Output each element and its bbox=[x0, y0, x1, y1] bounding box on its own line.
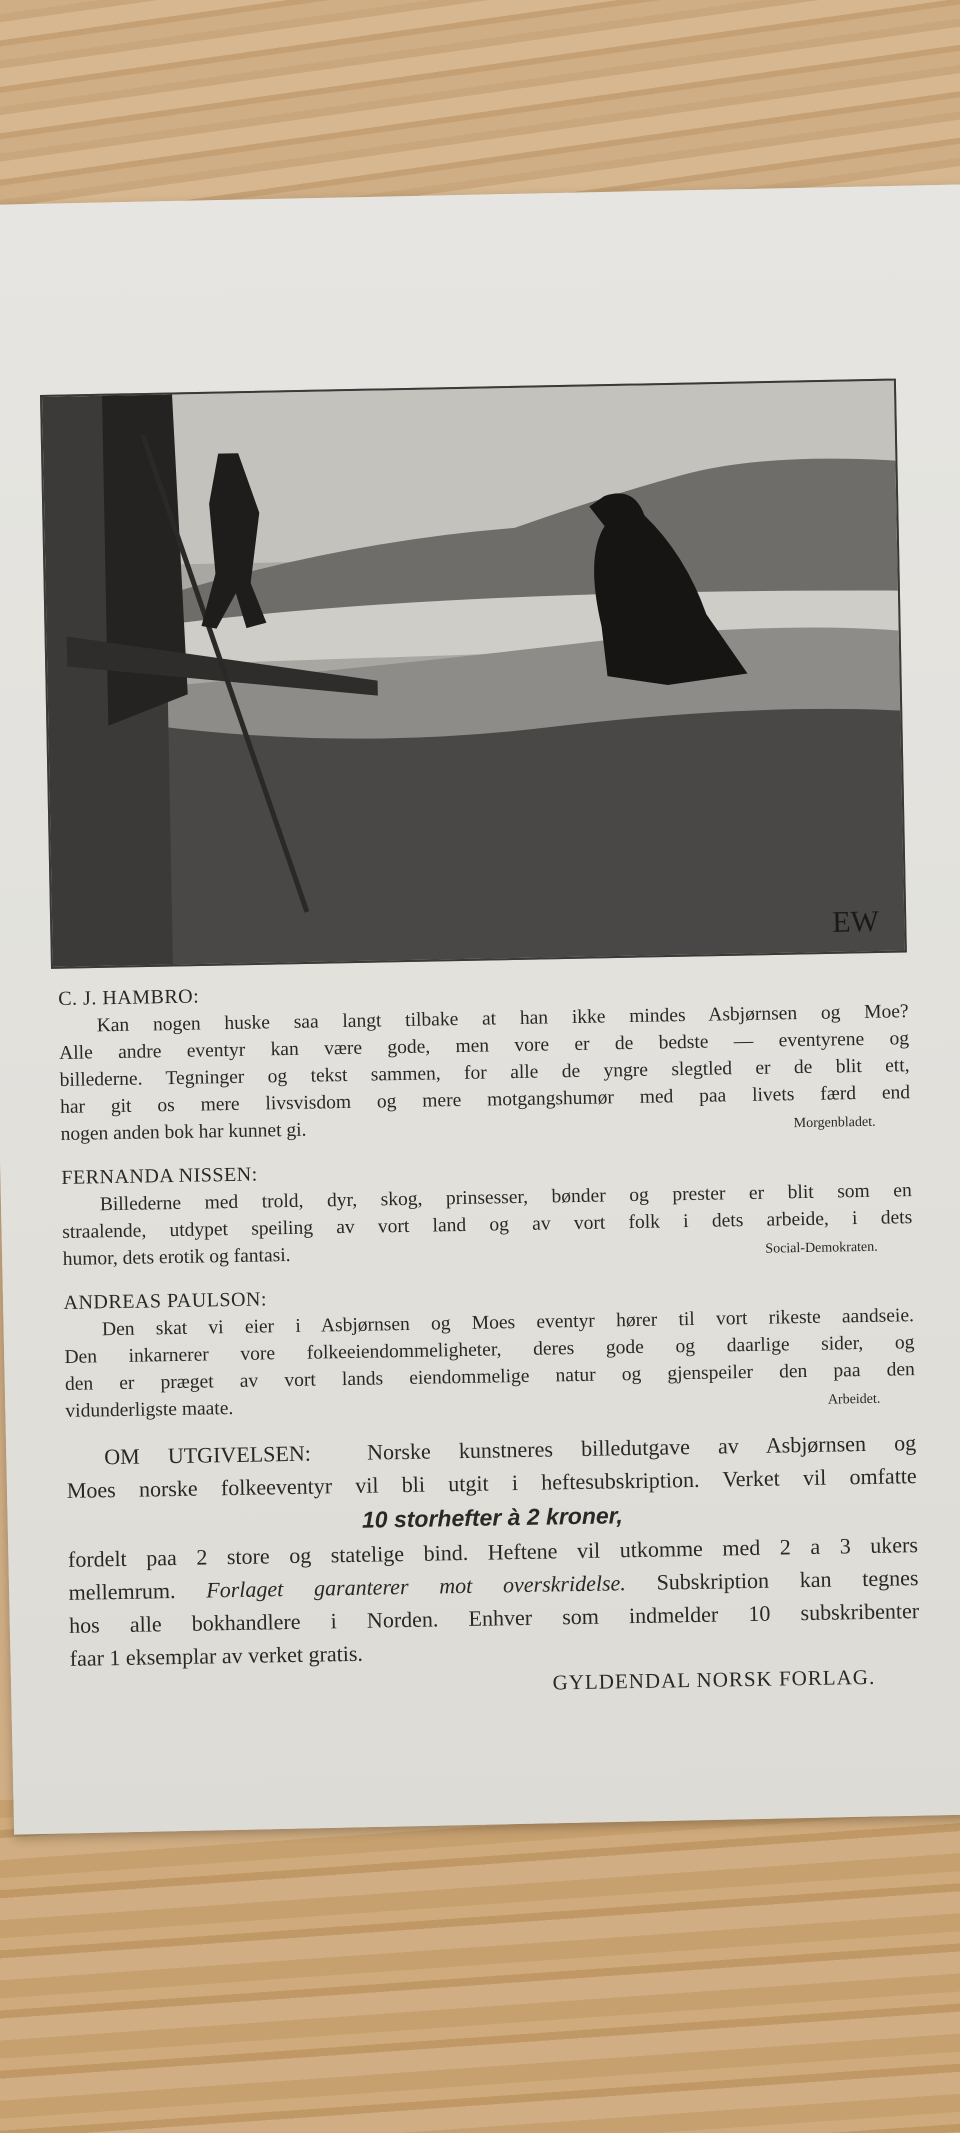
quote-line: straalende, utdypet speiling av vort land og av vort folk i dets arbeide, i dets bbox=[62, 1207, 913, 1243]
quote-line: Kan nogen huske saa langt tilbake at han ikke mindes Asbjørnsen og Moe? bbox=[96, 1001, 909, 1037]
quote-line: humor, dets erotik og fantasi. bbox=[62, 1244, 291, 1270]
quote-hambro bbox=[58, 970, 911, 1150]
quote-line: Den skat vi eier i Asbjørnsen og Moes eventyr hører til vort rikeste aandseie. bbox=[101, 1305, 915, 1341]
publisher-name: GYLDENDAL NORSK FORLAG. bbox=[552, 1664, 876, 1695]
artist-monogram: EW bbox=[831, 904, 880, 939]
quote-source: Social-Demokraten. bbox=[765, 1239, 878, 1257]
quote-author: FERNANDA NISSEN: bbox=[61, 1163, 258, 1189]
illustration-eagle-and-man bbox=[40, 379, 907, 969]
quote-source: Morgenbladet. bbox=[793, 1114, 876, 1132]
quote-line: har git os mere livsvisdom og mere motgangshumør med paa livets færd end bbox=[59, 1082, 911, 1118]
quote-paulson bbox=[63, 1274, 915, 1427]
quote-line: Alle andre eventyr kan være gode, men vore er de bedste — eventyrene og bbox=[59, 1028, 910, 1064]
price-highlight: 10 storhefter à 2 kroner, bbox=[361, 1502, 623, 1533]
quote-line: Billederne med trold, dyr, skog, prinsesser, bønder og prester er blit som en bbox=[99, 1180, 912, 1216]
publication-line: faar 1 eksemplar av verket gratis. bbox=[69, 1640, 364, 1671]
publication-line: hos alle bokhandlere i Norden. Enhver som indmelder 10 subskribenter bbox=[68, 1598, 920, 1638]
quote-line: vidunderligste maate. bbox=[65, 1398, 234, 1422]
publication-text: Subskription kan tegnes bbox=[656, 1565, 919, 1595]
publication-heading: OM UTGIVELSEN: bbox=[104, 1440, 312, 1470]
publication-notice bbox=[66, 1426, 921, 1708]
quote-nissen bbox=[61, 1149, 913, 1275]
publication-text: Norske kunstneres billedutgave av Asbjørnsen og bbox=[366, 1430, 917, 1465]
publication-text: mellemrum. bbox=[68, 1578, 176, 1605]
quote-line: den er præget av vort lands eiendommelige natur og gjenspeiler den paa den bbox=[64, 1359, 916, 1395]
quote-author: ANDREAS PAULSON: bbox=[63, 1288, 268, 1314]
quote-source: Arbeidet. bbox=[827, 1391, 881, 1408]
quote-author: C. J. HAMBRO: bbox=[58, 985, 200, 1010]
quote-line: nogen anden bok har kunnet gi. bbox=[60, 1119, 307, 1145]
page-text bbox=[58, 970, 920, 1708]
wooden-table-bottom bbox=[0, 1800, 960, 2133]
guarantee-text: Forlaget garanterer mot overskridelse. bbox=[206, 1570, 627, 1603]
publication-line: Moes norske folkeeventyr vil bli utgit i heftesubskription. Verket vil omfatte bbox=[66, 1463, 917, 1503]
quote-line: Den inkarnerer vore folkeeiendommeligheter, deres gode og daarlige sider, og bbox=[64, 1332, 915, 1368]
publication-line: fordelt paa 2 store og statelige bind. Heftene vil utkomme med 2 a 3 ukers bbox=[67, 1532, 919, 1572]
quote-line: billederne. Tegninger og tekst sammen, for alle de yngre slegtled er de blit ett, bbox=[59, 1055, 910, 1091]
